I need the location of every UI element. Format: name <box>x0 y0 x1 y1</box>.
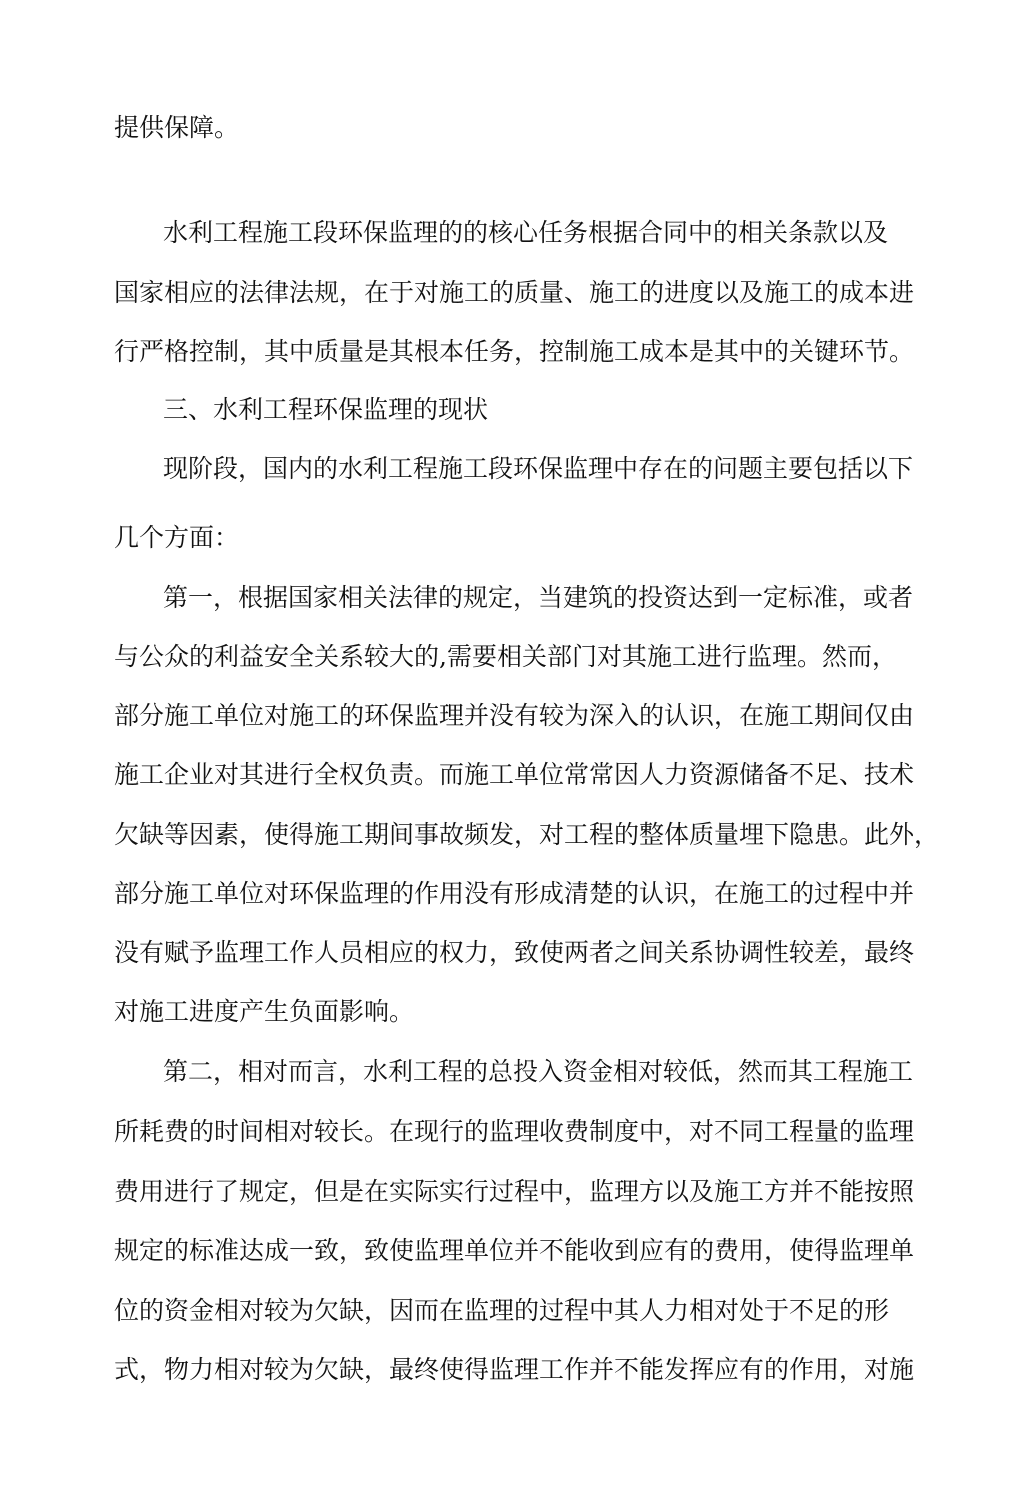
text-line: 几个方面： <box>114 523 240 552</box>
text-line: 现阶段，国内的水利工程施工段环保监理中存在的问题主要包括以下 <box>163 454 914 483</box>
text-line: 与公众的利益安全关系较大的,需要相关部门对其施工进行监理。然而， <box>114 642 897 671</box>
text-line: 所耗费的时间相对较长。在现行的监理收费制度中，对不同工程量的监理 <box>114 1117 915 1146</box>
text-line: 部分施工单位对施工的环保监理并没有较为深入的认识，在施工期间仅由 <box>114 701 915 730</box>
text-line: 提供保障。 <box>114 113 240 142</box>
text-line: 国家相应的法律法规，在于对施工的质量、施工的进度以及施工的成本进 <box>114 278 915 307</box>
text-line: 第二，相对而言，水利工程的总投入资金相对较低，然而其工程施工 <box>163 1057 914 1086</box>
section-heading: 三、水利工程环保监理的现状 <box>163 395 489 424</box>
text-line: 对施工进度产生负面影响。 <box>114 997 415 1026</box>
text-line: 没有赋予监理工作人员相应的权力，致使两者之间关系协调性较差，最终 <box>114 938 915 967</box>
text-line: 施工企业对其进行全权负责。而施工单位常常因人力资源储备不足、技术 <box>114 760 915 789</box>
text-line: 费用进行了规定，但是在实际实行过程中，监理方以及施工方并不能按照 <box>114 1177 915 1206</box>
text-line: 式，物力相对较为欠缺，最终使得监理工作并不能发挥应有的作用，对施 <box>114 1355 915 1384</box>
text-line: 第一，根据国家相关法律的规定，当建筑的投资达到一定标准，或者 <box>163 583 914 612</box>
text-line: 水利工程施工段环保监理的的核心任务根据合同中的相关条款以及 <box>163 218 889 247</box>
text-line: 位的资金相对较为欠缺，因而在监理的过程中其人力相对处于不足的形 <box>114 1296 890 1325</box>
text-line: 行严格控制，其中质量是其根本任务，控制施工成本是其中的关键环节。 <box>114 337 915 366</box>
text-line: 欠缺等因素，使得施工期间事故频发，对工程的整体质量埋下隐患。此外， <box>114 820 940 849</box>
text-line: 部分施工单位对环保监理的作用没有形成清楚的认识，在施工的过程中并 <box>114 879 915 908</box>
text-line: 规定的标准达成一致，致使监理单位并不能收到应有的费用，使得监理单 <box>114 1236 915 1265</box>
